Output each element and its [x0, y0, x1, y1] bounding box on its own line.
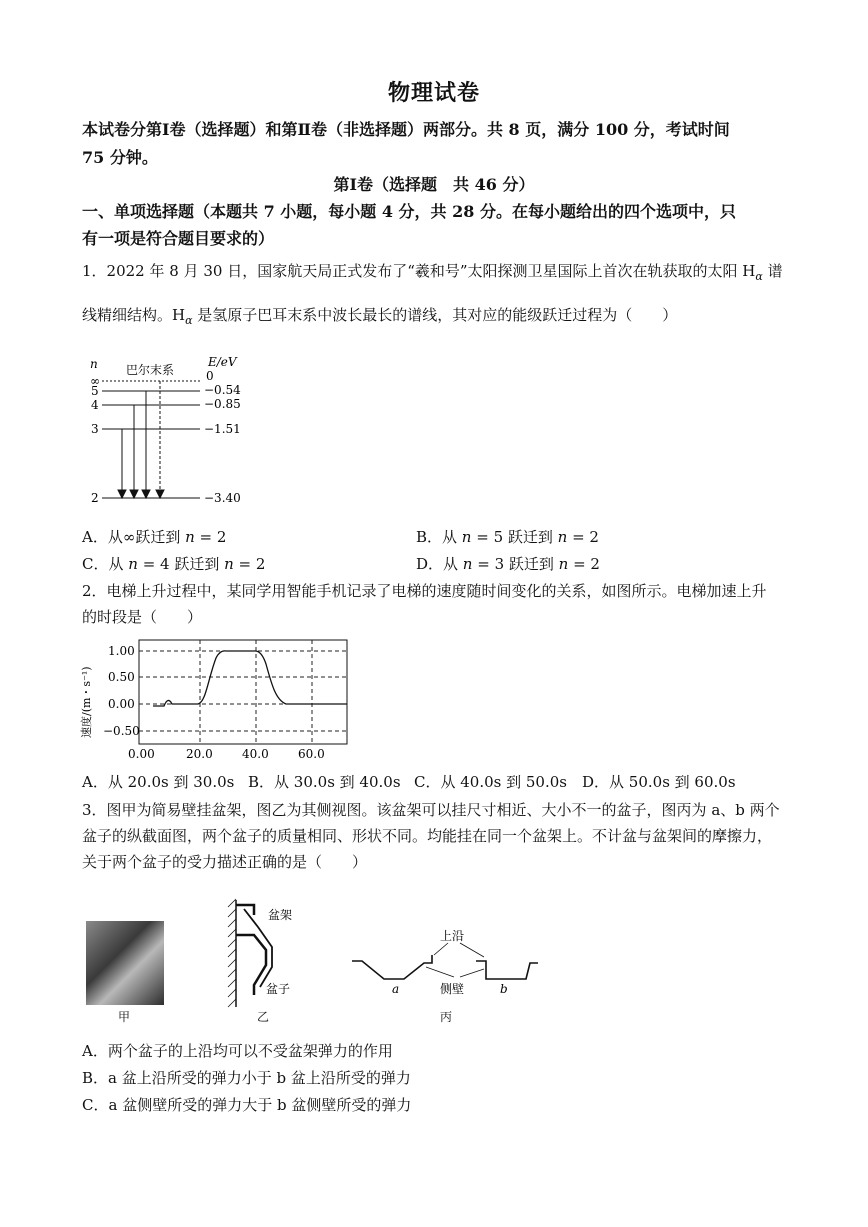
q1-opt-b-post: = 5 跃迁到: [471, 528, 558, 546]
q1-stem-2-pre: 线精细结构。H: [82, 306, 186, 324]
rack-label: 盆架: [268, 908, 293, 922]
basin-cross-section-diagram: [348, 925, 548, 1005]
level-n-inf: ∞: [90, 374, 100, 388]
energy-level-diagram: [80, 350, 260, 510]
fig-yi-caption: 乙: [257, 1010, 270, 1024]
q3-stem-line-2: 盆子的纵截面图，两个盆子的质量相同、形状不同。均能挂在同一个盆架上。不计盆与盆架间的摩擦力，: [82, 827, 773, 845]
q1-opt-d-pre: D．从: [416, 555, 463, 573]
e-axis-label: E/eV: [208, 355, 237, 369]
q1-h-alpha-sub-2: α: [185, 314, 193, 327]
q1-opt-d-post2: = 2: [568, 555, 600, 573]
section-title: 第Ⅰ卷（选择题 共 46 分）: [333, 175, 535, 194]
q1-opt-c-post: = 4 跃迁到: [137, 555, 225, 573]
q2-option-b[interactable]: B．从 30.0s 到 40.0s: [248, 773, 401, 791]
ytick-3: 0.00: [108, 697, 135, 711]
part-heading-line-1: 一、单项选择题（本题共 7 小题，每小题 4 分，共 28 分。在每小题给出的四个选项中，只: [82, 202, 736, 221]
q1-stem-line-1: [82, 259, 783, 289]
level-e-3: −1.51: [204, 422, 241, 436]
q1-stem-text: 1．2022 年 8 月 30 日，国家航天局正式发布了“羲和号”太阳探测卫星国际上首次在轨获取的太阳 H: [82, 262, 756, 280]
rim-label: 上沿: [440, 929, 465, 943]
basin-label: 盆子: [266, 982, 291, 996]
page-title: 物理试卷: [387, 80, 480, 106]
fig-bing-caption: 丙: [440, 1010, 453, 1024]
series-label: 巴尔末系: [126, 363, 175, 377]
q1-option-b[interactable]: [416, 526, 599, 547]
intro-line-2: 75 分钟。: [82, 148, 158, 167]
q2-stem-line-2: 的时段是（ ）: [82, 608, 203, 626]
q3-option-c[interactable]: C．a 盆侧壁所受的弹力大于 b 盆侧壁所受的弹力: [82, 1096, 412, 1114]
q2-stem-line-1: 2．电梯上升过程中，某同学用智能手机记录了电梯的速度随时间变化的关系，如图所示。电梯加速上升: [82, 582, 767, 600]
chart-grid: [139, 640, 347, 744]
level-n-4: 4: [91, 398, 99, 412]
q1-stem-2-post: 是氢原子巴耳末系中波长最长的谱线，其对应的能级跃迁过程为（ ）: [192, 306, 678, 324]
intro-line-1: 本试卷分第Ⅰ卷（选择题）和第Ⅱ卷（非选择题）两部分。共 8 页，满分 100 分，考试时间: [82, 120, 730, 139]
q1-opt-b-var: n: [461, 528, 472, 546]
q3-option-b[interactable]: B．a 盆上沿所受的弹力小于 b 盆上沿所受的弹力: [82, 1069, 411, 1087]
side-wall-label: 侧壁: [440, 982, 465, 996]
q2-option-a[interactable]: A．从 20.0s 到 30.0s: [82, 773, 235, 791]
q1-opt-a-post: = 2: [194, 528, 227, 546]
q2-option-d[interactable]: D．从 50.0s 到 60.0s: [582, 773, 736, 791]
q1-h-alpha-sub: α: [755, 270, 763, 283]
transition-arrows: [118, 381, 164, 498]
xtick-2: 20.0: [186, 747, 213, 761]
rack-photo-image: [86, 921, 164, 1005]
q3-stem-line-3: 关于两个盆子的受力描述正确的是（ ）: [82, 853, 368, 871]
xtick-1: 0.00: [128, 747, 155, 761]
level-e-4: −0.85: [204, 397, 241, 411]
rack-side-view-diagram: [224, 895, 324, 1020]
basin-b-label: b: [500, 982, 508, 996]
ytick-2: 0.50: [108, 670, 135, 684]
q1-opt-c-pre: C．从: [82, 555, 129, 573]
velocity-curve: [153, 651, 347, 706]
q1-opt-a-var: n: [185, 528, 195, 546]
q1-stem-line-2: [82, 303, 677, 333]
xtick-3: 40.0: [242, 747, 269, 761]
q1-opt-c-post2: = 2: [233, 555, 266, 573]
ytick-1: 1.00: [108, 644, 135, 658]
fig-jia-caption: 甲: [118, 1010, 131, 1024]
q3-option-a[interactable]: A．两个盆子的上沿均可以不受盆架弹力的作用: [82, 1042, 393, 1060]
q1-option-c[interactable]: [82, 553, 265, 574]
level-e-inf: 0: [206, 369, 214, 383]
q1-opt-a-pre: A．从∞跃迁到: [82, 528, 186, 546]
q1-option-a[interactable]: [82, 526, 226, 547]
chart-frame: [139, 640, 347, 744]
n-axis-label: n: [90, 357, 98, 371]
q1-opt-d-var: n: [462, 555, 473, 573]
basin-a-profile: [352, 955, 432, 979]
q1-option-d[interactable]: [416, 553, 600, 574]
q1-opt-d-var2: n: [558, 555, 569, 573]
q1-opt-c-var: n: [128, 555, 138, 573]
q2-option-c[interactable]: C．从 40.0s 到 50.0s: [414, 773, 567, 791]
chart-ylabel: 速度/(m・s⁻¹): [80, 666, 93, 738]
ytick-4: −0.50: [103, 724, 140, 738]
basin-b-profile: [476, 961, 538, 979]
basin-a-label: a: [392, 982, 400, 996]
xtick-4: 60.0: [298, 747, 325, 761]
q1-opt-d-post: = 3 跃迁到: [472, 555, 559, 573]
q3-stem-line-1: 3．图甲为简易壁挂盆架，图乙为其侧视图。该盆架可以挂尺寸相近、大小不一的盆子，图丙为 a、b 两个: [82, 801, 780, 819]
q1-opt-b-pre: B．从: [416, 528, 462, 546]
level-n-3: 3: [91, 422, 99, 436]
q1-stem-end: 谱: [762, 262, 783, 280]
velocity-chart: [76, 634, 366, 764]
level-e-5: −0.54: [204, 383, 241, 397]
level-e-2: −3.40: [204, 491, 241, 505]
q1-opt-b-post2: = 2: [567, 528, 599, 546]
q1-opt-c-var2: n: [224, 555, 234, 573]
level-n-5: 5: [91, 384, 99, 398]
level-n-2: 2: [91, 491, 99, 505]
q1-opt-b-var2: n: [557, 528, 568, 546]
part-heading-line-2: 有一项是符合题目要求的）: [82, 229, 275, 248]
